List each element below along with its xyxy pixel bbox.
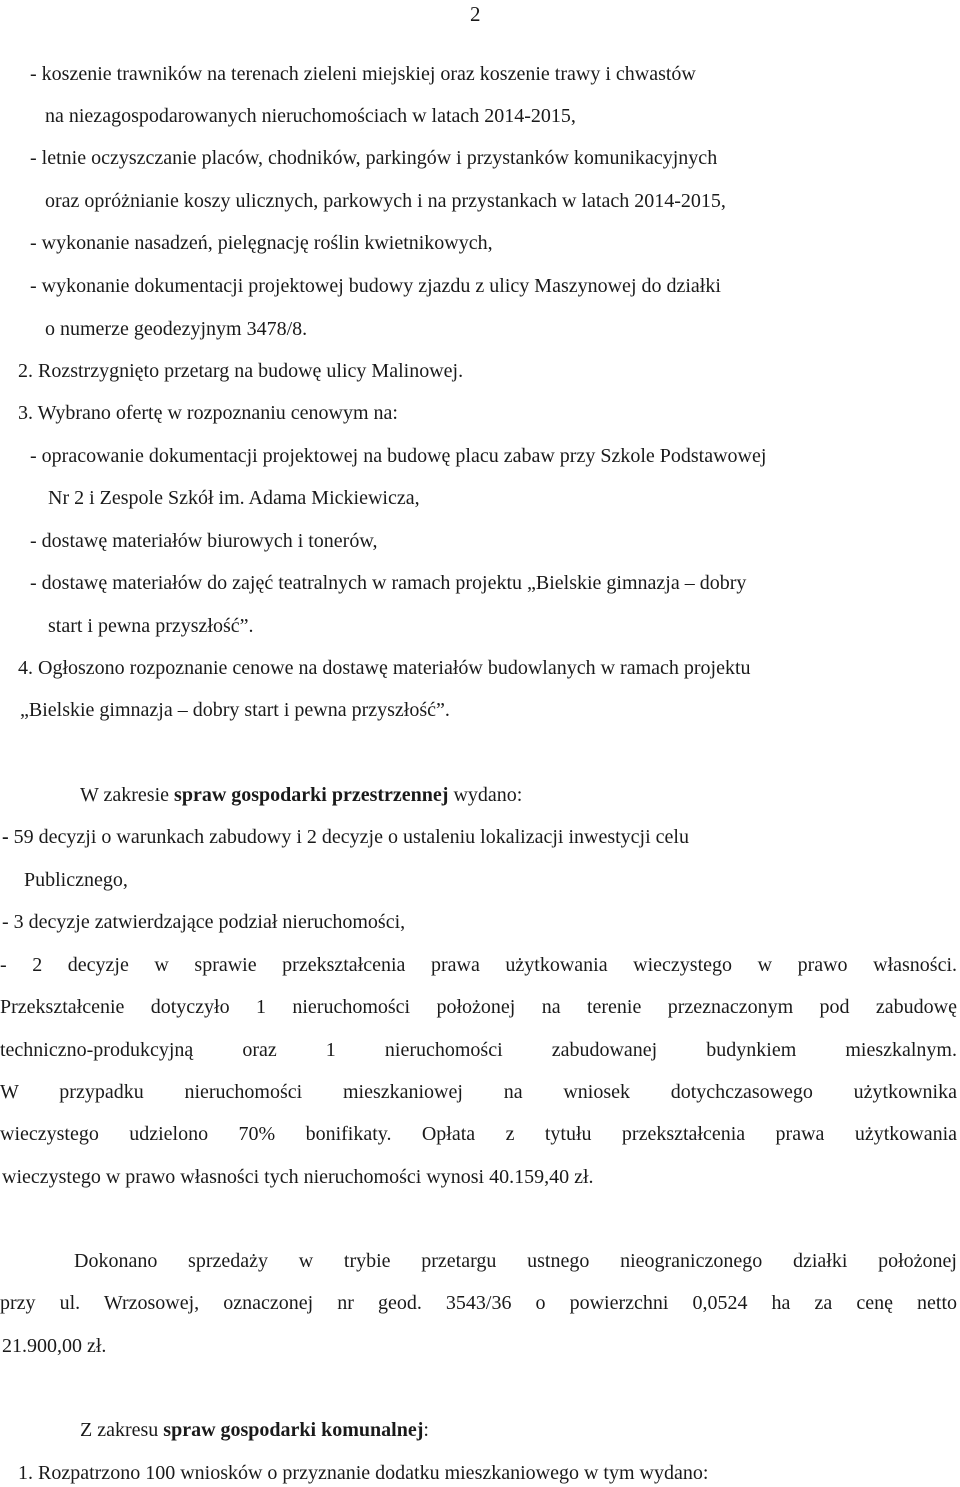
list-item: - koszenie trawników na terenach zieleni miejskiej oraz koszenie trawy i chwastów <box>30 63 696 85</box>
numbered-item-4: 4. Ogłoszono rozpoznanie cenowe na dostawę materiałów budowlanych w ramach projektu <box>18 657 751 679</box>
paragraph-line: wieczystego w prawo własności tych nieruchomości wynosi 40.159,40 zł. <box>2 1166 594 1188</box>
list-item-continuation: na niezagospodarowanych nieruchomościach w latach 2014-2015, <box>45 105 576 127</box>
paragraph-line: wieczystego udzielono 70% bonifikaty. Opłata z tytułu przekształcenia prawa użytkowania <box>0 1123 957 1145</box>
section-heading-spatial: W zakresie spraw gospodarki przestrzennej wydano: <box>80 784 523 806</box>
list-item: - opracowanie dokumentacji projektowej na budowę placu zabaw przy Szkole Podstawowej <box>30 445 767 467</box>
section-heading-communal: Z zakresu spraw gospodarki komunalnej: <box>80 1419 429 1441</box>
sale-paragraph-line: Dokonano sprzedaży w trybie przetargu ustnego nieograniczonego działki położonej <box>74 1250 957 1272</box>
list-item: - letnie oczyszczanie placów, chodników, parkingów i przystanków komunikacyjnych <box>30 147 718 169</box>
list-item: - dostawę materiałów biurowych i tonerów, <box>30 530 378 552</box>
sale-paragraph-line: przy ul. Wrzosowej, oznaczonej nr geod. 3543/36 o powierzchni 0,0524 ha za cenę netto <box>0 1292 957 1314</box>
paragraph-line: techniczno-produkcyjną oraz 1 nieruchomości zabudowanej budynkiem mieszkalnym. <box>0 1039 957 1061</box>
list-item-continuation: start i pewna przyszłość”. <box>48 615 254 637</box>
decision-item: - 59 decyzji o warunkach zabudowy i 2 decyzje o ustaleniu lokalizacji inwestycji celu <box>2 826 689 848</box>
paragraph-line: W przypadku nieruchomości mieszkaniowej na wniosek dotychczasowego użytkownika <box>0 1081 957 1103</box>
list-item: - dostawę materiałów do zajęć teatralnych w ramach projektu „Bielskie gimnazja – dobry <box>30 572 747 594</box>
decision-item-continuation: Publicznego, <box>24 869 128 891</box>
list-item-continuation: Nr 2 i Zespole Szkół im. Adama Mickiewicza, <box>48 487 420 509</box>
numbered-item-continuation: „Bielskie gimnazja – dobry start i pewna przyszłość”. <box>20 699 450 721</box>
numbered-item-3: 3. Wybrano ofertę w rozpoznaniu cenowym na: <box>18 402 398 424</box>
sale-paragraph-line: 21.900,00 zł. <box>2 1335 107 1357</box>
page-number: 2 <box>470 2 481 26</box>
list-item-continuation: o numerze geodezyjnym 3478/8. <box>45 318 308 340</box>
list-item: - wykonanie nasadzeń, pielęgnację roślin kwietnikowych, <box>30 232 493 254</box>
list-item: - wykonanie dokumentacji projektowej budowy zjazdu z ulicy Maszynowej do działki <box>30 275 721 297</box>
list-item-continuation: oraz opróżnianie koszy ulicznych, parkowych i na przystankach w latach 2014-2015, <box>45 190 726 212</box>
numbered-item-1: 1. Rozpatrzono 100 wniosków o przyznanie dodatku mieszkaniowego w tym wydano: <box>18 1462 709 1484</box>
decision-item: - 2 decyzje w sprawie przekształcenia prawa użytkowania wieczystego w prawo własności. <box>0 954 957 976</box>
paragraph-line: Przekształcenie dotyczyło 1 nieruchomości położonej na terenie przeznaczonym pod zabudowę <box>0 996 957 1018</box>
numbered-item-2: 2. Rozstrzygnięto przetarg na budowę ulicy Malinowej. <box>18 360 464 382</box>
decision-item: - 3 decyzje zatwierdzające podział nieruchomości, <box>2 911 406 933</box>
